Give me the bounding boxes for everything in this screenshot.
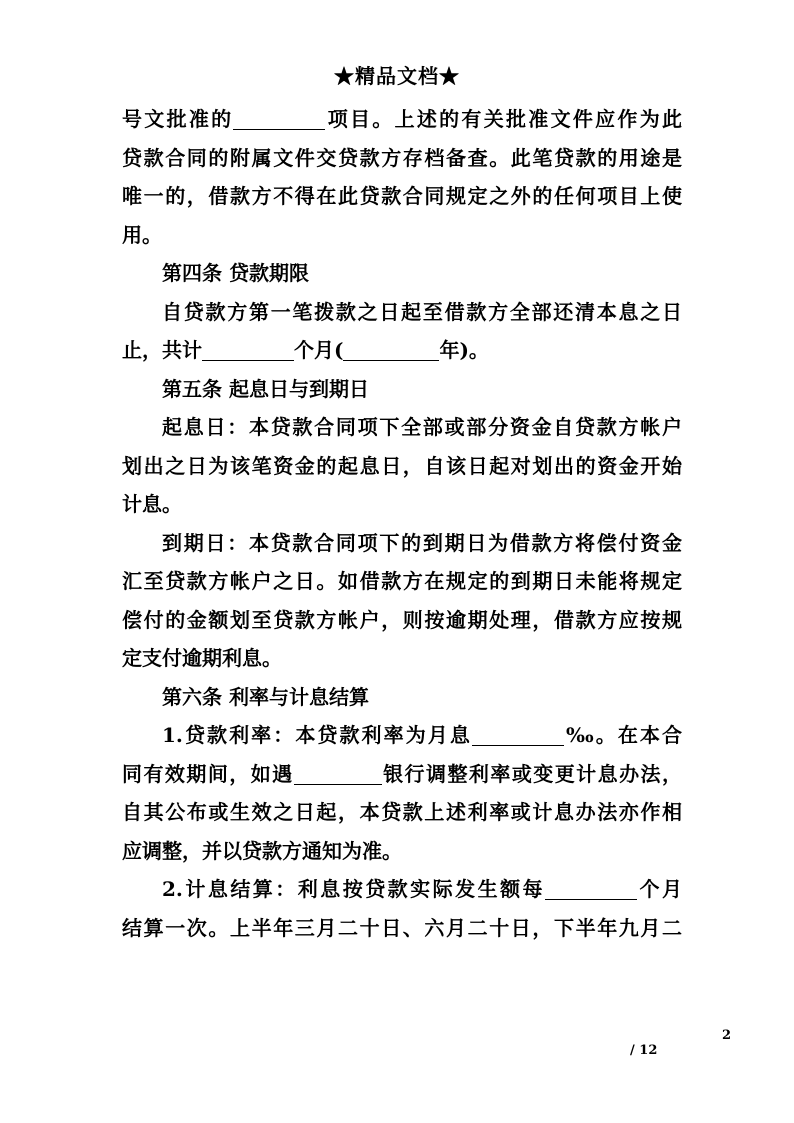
text-segment: 同有效期间，如遇 — [122, 761, 294, 786]
text-segment: 个月( — [294, 338, 344, 362]
article-4-heading: 第四条 贷款期限 — [162, 261, 309, 285]
fill-in-blank — [233, 107, 325, 130]
fill-in-blank — [294, 762, 382, 785]
page-total: / 12 — [630, 1043, 658, 1058]
fill-in-blank — [545, 877, 637, 900]
text-line: 计息。 — [122, 492, 182, 516]
text-line — [122, 716, 682, 755]
fill-in-blank — [343, 338, 439, 361]
text-segment: 止，共计 — [122, 338, 202, 362]
text-line: 定支付逾期利息。 — [122, 646, 282, 670]
page-header-title: ★精品文档★ — [334, 64, 460, 88]
text-line: 偿付的金额划至贷款方帐户，则按逾期处理，借款方应按规 — [122, 607, 682, 632]
text-segment: 个月 — [637, 877, 682, 901]
text-line — [122, 331, 682, 370]
text-line: 到期日：本贷款合同项下的到期日为借款方将偿付资金 — [162, 530, 682, 555]
text-line: 用。 — [122, 222, 162, 247]
fill-in-blank — [202, 338, 294, 361]
text-line: 划出之日为该笔资金的起息日，自该日起对划出的资金开始 — [122, 453, 682, 478]
text-segment: 1.贷款利率：本贷款利率为月息 — [162, 723, 472, 747]
article-5-heading: 第五条 起息日与到期日 — [162, 376, 369, 401]
text-segment: 2.计息结算：利息按贷款实际发生额每 — [162, 877, 546, 901]
text-line: 贷款合同的附属文件交贷款方存档备查。此笔贷款的用途是 — [122, 145, 682, 170]
text-line: 结算一次。上半年三月二十日、六月二十日，下半年九月二 — [122, 915, 682, 940]
page-number: 2 — [722, 1028, 732, 1043]
text-line: 起息日：本贷款合同项下全部或部分资金自贷款方帐户 — [162, 415, 682, 439]
text-line: 唯一的，借款方不得在此贷款合同规定之外的任何项目上使 — [122, 184, 682, 208]
text-line: 自其公布或生效之日起，本贷款上述利率或计息办法亦作相 — [122, 800, 682, 824]
text-segment: 号文批准的 — [122, 107, 234, 131]
text-segment: 银行调整利率或变更计息办法， — [381, 761, 683, 786]
article-6-heading: 第六条 利率与计息结算 — [162, 684, 369, 709]
text-line — [122, 870, 682, 909]
text-line — [122, 100, 682, 139]
text-segment: ‰。在本合 — [563, 723, 682, 747]
text-line: 汇至贷款方帐户之日。如借款方在规定的到期日未能将规定 — [122, 569, 682, 593]
text-line: 自贷款方第一笔拨款之日起至借款方全部还清本息之日 — [162, 299, 682, 324]
text-line: 应调整，并以贷款方通知为准。 — [122, 838, 402, 863]
document-body — [122, 100, 682, 947]
text-segment: 年)。 — [439, 338, 489, 362]
fill-in-blank — [472, 723, 564, 746]
text-line — [122, 755, 682, 794]
text-segment: 项目。上述的有关批准文件应作为此 — [325, 107, 683, 131]
